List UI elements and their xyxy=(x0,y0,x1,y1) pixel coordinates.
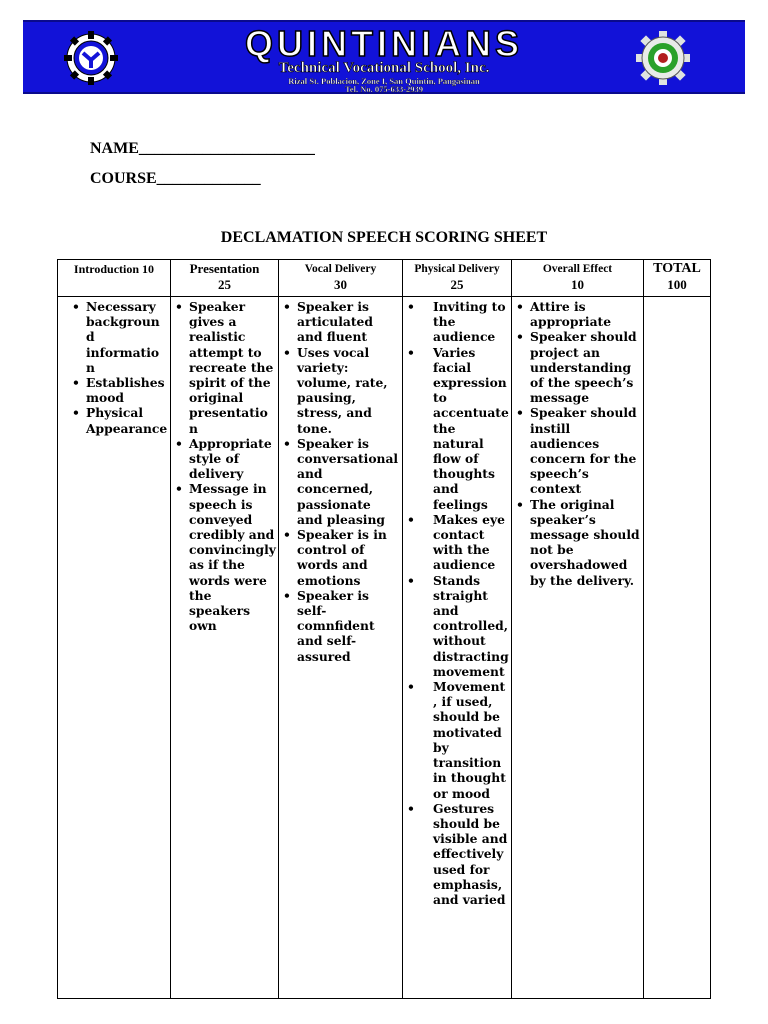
school-header-banner xyxy=(23,20,745,94)
column-header-vocal-delivery xyxy=(279,260,403,297)
list-item: • Speaker gives a realistic attempt to recreate the spirit of the original presentation xyxy=(175,299,276,436)
list-item: • Inviting to the audience xyxy=(407,299,509,345)
list-item: • The original speaker’s message should not be overshadowed by the delivery. xyxy=(516,497,641,588)
school-name: QUINTINIANS xyxy=(245,23,523,64)
column-points: 100 xyxy=(667,277,687,292)
total-score-cell[interactable] xyxy=(644,297,711,999)
table-header-row xyxy=(58,260,711,297)
list-item: • Makes eye contact with the audience xyxy=(407,512,509,573)
scoring-rubric-table xyxy=(57,259,711,999)
course-field[interactable]: COURSE_____________ xyxy=(90,170,261,187)
physical-delivery-criteria-cell xyxy=(403,297,512,999)
list-item: • Speaker is self-comnfident and self-assured xyxy=(283,588,400,664)
presentation-criteria-list xyxy=(171,297,278,633)
column-title: Introduction 10 xyxy=(73,262,155,276)
overall-effect-criteria-list xyxy=(512,297,643,588)
list-item: • Uses vocal variety: volume, rate, pausing, stress, and tone. xyxy=(283,345,400,436)
column-points: 25 xyxy=(450,277,464,292)
list-item: • Speaker should project an understanding of the speech’s message xyxy=(516,329,641,405)
column-header-overall-effect xyxy=(512,260,644,297)
school-telephone: Tel. No. 075-633-2939 xyxy=(344,84,424,94)
list-item: • Speaker is articulated and fluent xyxy=(283,299,400,345)
introduction-criteria-list xyxy=(58,297,170,436)
column-points: 25 xyxy=(218,277,231,292)
introduction-criteria-cell xyxy=(58,297,171,999)
column-header-physical-delivery xyxy=(403,260,512,297)
column-title: Overall Effect xyxy=(542,263,613,275)
vocal-delivery-criteria-list xyxy=(279,297,402,664)
physical-delivery-criteria-list xyxy=(403,297,511,907)
name-field[interactable]: NAME______________________ xyxy=(90,140,315,157)
column-title: TOTAL xyxy=(653,261,701,276)
list-item: • Stands straight and controlled, without distracting movement xyxy=(407,573,509,679)
column-header-introduction xyxy=(58,260,171,297)
column-header-presentation xyxy=(171,260,279,297)
list-item: • Appropriate style of delivery xyxy=(175,436,276,482)
list-item: • Varies facial expression to accentuate the natural flow of thoughts and feelings xyxy=(407,345,509,512)
school-address: Rizal St. Poblacion, Zone I, San Quintin, Pangasinan xyxy=(288,76,480,86)
list-item: • Speaker is conversational and concerned, passionate and pleasing xyxy=(283,436,400,527)
list-item: • Gestures should be visible and effectively used for emphasis, and varied xyxy=(407,801,509,907)
overall-effect-criteria-cell xyxy=(512,297,644,999)
list-item: • Message in speech is conveyed credibly and convincingly as if the words were the speakers own xyxy=(175,481,276,633)
list-item: • Speaker should instill audiences concern for the speech’s context xyxy=(516,405,641,496)
vocal-delivery-criteria-cell xyxy=(279,297,403,999)
column-points: 10 xyxy=(571,277,584,292)
list-item: • Physical Appearance xyxy=(72,405,168,435)
list-item: • Necessary background information xyxy=(72,299,168,375)
column-title: Presentation xyxy=(189,261,260,276)
column-title: Vocal Delivery xyxy=(304,263,377,275)
column-header-total xyxy=(644,260,711,297)
list-item: • Attire is appropriate xyxy=(516,299,641,329)
list-item: • Establishes mood xyxy=(72,375,168,405)
column-title: Physical Delivery xyxy=(414,263,500,275)
presentation-criteria-cell xyxy=(171,297,279,999)
school-subtitle: Technical Vocational School, Inc. xyxy=(278,60,490,76)
criteria-row xyxy=(58,297,711,999)
list-item: • Speaker is in control of words and emotions xyxy=(283,527,400,588)
sheet-title: DECLAMATION SPEECH SCORING SHEET xyxy=(220,229,548,246)
list-item: • Movement, if used, should be motivated by transition in thought or mood xyxy=(407,679,509,801)
column-points: 30 xyxy=(334,277,347,292)
gear-seal-icon xyxy=(635,30,691,86)
